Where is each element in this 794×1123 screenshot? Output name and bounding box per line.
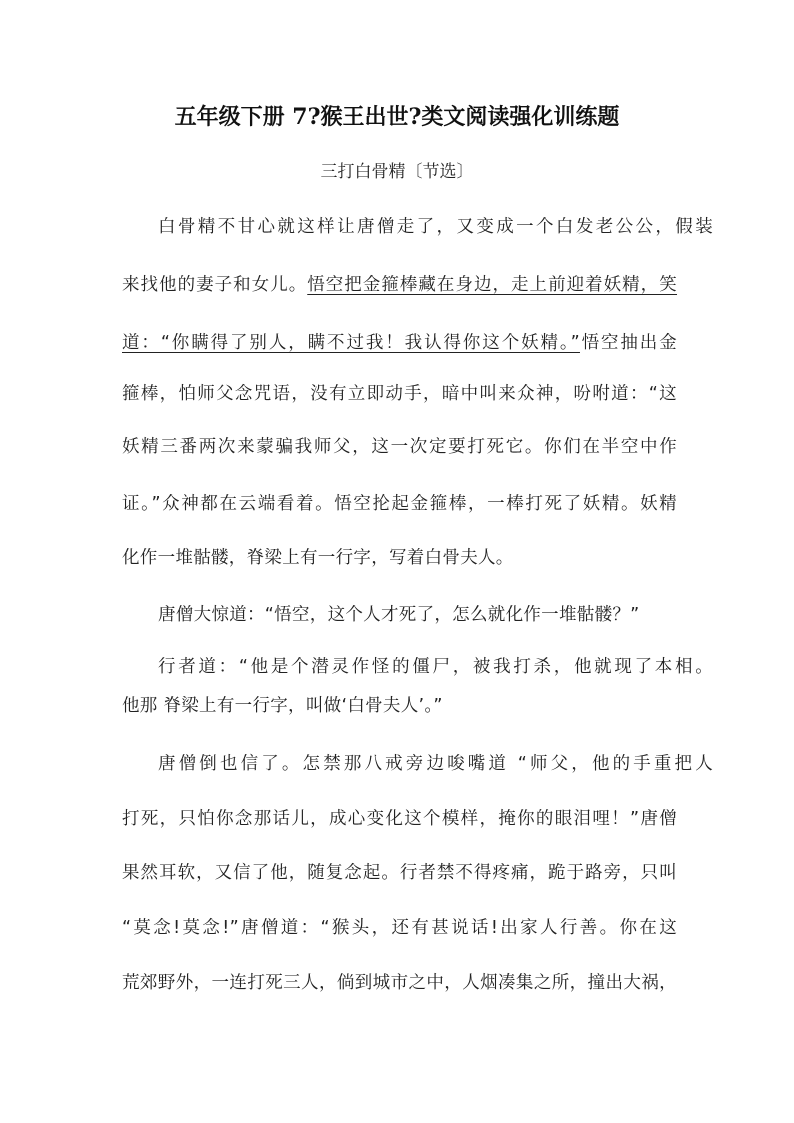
text-line: 妖精三番两次来蒙骗我师父，这一次定要打死它。你们在半空中作 xyxy=(122,437,677,457)
text-line: 箍棒，怕师父念咒语，没有立即动手，暗中叫来众神，吩咐道：“这 xyxy=(122,384,677,404)
text-line: 唐僧大惊道：“悟空，这个人才死了，怎么就化作一堆骷髅？” xyxy=(158,605,640,625)
document-title: 五年级下册 7?猴王出世?类文阅读强化训练题 xyxy=(174,104,620,130)
text-line: 证。”众神都在云端看着。悟空抡起金箍棒，一棒打死了妖精。妖精 xyxy=(122,494,677,514)
text-line: 化作一堆骷髅，脊梁上有一行字，写着白骨夫人。 xyxy=(122,548,514,568)
text-line: 道：“你瞒得了别人，瞒不过我！我认得你这个妖精。”悟空抽出金 xyxy=(122,333,678,353)
text-line: 他那 脊梁上有一行字，叫做‘白骨夫人’。” xyxy=(122,696,443,716)
text-line: 行者道：“他是个潜灵作怪的僵尸，被我打杀，他就现了本相。 xyxy=(158,657,713,677)
text-line: 来找他的妻子和女儿。悟空把金箍棒藏在身边，走上前迎着妖精，笑 xyxy=(122,275,678,295)
text-line: 荒郊野外，一连打死三人，倘到城市之中，人烟凑集之所，撞出大祸， xyxy=(122,973,677,993)
text-line: 打死，只怕你念那话儿，成心变化这个模样，掩你的眼泪哩！”唐僧 xyxy=(122,809,677,829)
underlined-text: 道：“你瞒得了别人，瞒不过我！我认得你这个妖精。” xyxy=(122,333,580,353)
underlined-text: 悟空把金箍棒藏在身边，走上前迎着妖精，笑 xyxy=(307,275,678,295)
text-line: “莫念!莫念!”唐僧道：“猴头，还有甚说话!出家人行善。你在这 xyxy=(122,918,677,938)
text-line: 唐僧倒也信了。怎禁那八戒旁边唆嘴道 “师父，他的手重把人 xyxy=(158,754,713,774)
text-line: 白骨精不甘心就这样让唐僧走了，又变成一个白发老公公，假装 xyxy=(158,217,713,237)
text-line: 果然耳软，又信了他，随复念起。行者禁不得疼痛，跪于路旁，只叫 xyxy=(122,863,677,883)
document-subtitle: 三打白骨精〔节选〕 xyxy=(320,162,474,182)
